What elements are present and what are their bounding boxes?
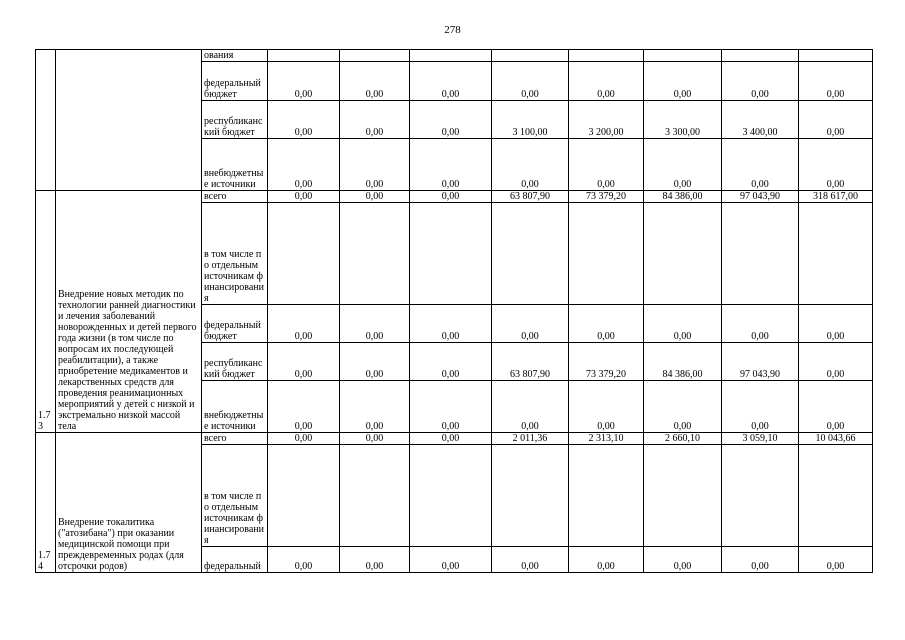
value-cell: 0,00 (644, 139, 722, 191)
value-cell: 84 386,00 (644, 191, 722, 203)
value-cell: 0,00 (268, 547, 340, 573)
value-cell: 0,00 (340, 433, 410, 445)
value-cell: 0,00 (644, 381, 722, 433)
value-cell: 0,00 (722, 139, 799, 191)
value-cell (799, 50, 873, 62)
value-cell: 0,00 (569, 62, 644, 101)
value-cell (644, 445, 722, 547)
value-cell: 0,00 (569, 381, 644, 433)
value-cell (268, 203, 340, 305)
value-cell: 0,00 (799, 547, 873, 573)
value-cell (268, 50, 340, 62)
value-cell: 0,00 (722, 547, 799, 573)
value-cell: 0,00 (799, 305, 873, 343)
value-cell (268, 445, 340, 547)
value-cell (492, 50, 569, 62)
value-cell (569, 203, 644, 305)
row-code: 1.74 (36, 433, 56, 573)
budget-table (35, 49, 873, 573)
value-cell: 0,00 (799, 101, 873, 139)
value-cell: 3 300,00 (644, 101, 722, 139)
funding-source: всего (202, 433, 268, 445)
value-cell: 0,00 (644, 547, 722, 573)
value-cell (722, 445, 799, 547)
row-description: Внедрение новых методик по технологии ранней диагностики и лечения заболеваний новорожденных и детей первого года жизни (в том числе по вопросам их последующей реабилитации), а также приобретение медикаментов и лекарственных средств для проведения реанимационных мероприятий у детей с низкой и экстремально низкой массой тела (56, 191, 202, 433)
funding-source: республиканский бюджет (202, 101, 268, 139)
value-cell (644, 203, 722, 305)
value-cell: 0,00 (410, 191, 492, 203)
value-cell (799, 203, 873, 305)
value-cell (340, 50, 410, 62)
value-cell: 0,00 (340, 139, 410, 191)
value-cell: 0,00 (569, 547, 644, 573)
value-cell (340, 203, 410, 305)
value-cell: 2 313,10 (569, 433, 644, 445)
value-cell: 97 043,90 (722, 343, 799, 381)
value-cell: 0,00 (799, 381, 873, 433)
value-cell: 0,00 (644, 305, 722, 343)
value-cell: 73 379,20 (569, 343, 644, 381)
value-cell: 10 043,66 (799, 433, 873, 445)
value-cell (722, 203, 799, 305)
value-cell: 0,00 (340, 101, 410, 139)
value-cell: 0,00 (268, 62, 340, 101)
value-cell (799, 445, 873, 547)
value-cell: 318 617,00 (799, 191, 873, 203)
value-cell: 2 660,10 (644, 433, 722, 445)
value-cell: 0,00 (492, 62, 569, 101)
value-cell: 0,00 (410, 62, 492, 101)
value-cell: 0,00 (340, 191, 410, 203)
funding-source: федеральный бюджет (202, 62, 268, 101)
value-cell: 0,00 (492, 547, 569, 573)
value-cell (410, 445, 492, 547)
value-cell: 0,00 (492, 381, 569, 433)
value-cell (569, 445, 644, 547)
row-description (56, 50, 202, 191)
funding-source: ования (202, 50, 268, 62)
value-cell: 0,00 (799, 62, 873, 101)
value-cell: 0,00 (492, 139, 569, 191)
value-cell: 0,00 (410, 547, 492, 573)
value-cell: 0,00 (268, 191, 340, 203)
value-cell: 0,00 (340, 305, 410, 343)
value-cell: 63 807,90 (492, 343, 569, 381)
value-cell: 0,00 (340, 381, 410, 433)
value-cell: 0,00 (340, 547, 410, 573)
funding-source: республиканский бюджет (202, 343, 268, 381)
value-cell: 84 386,00 (644, 343, 722, 381)
value-cell: 0,00 (268, 305, 340, 343)
funding-source: в том числе по отдельным источникам финансирования (202, 203, 268, 305)
row-description: Внедрение токалитика ("атозибана") при оказании медицинской помощи при преждевременных родах (для отсрочки родов) (56, 433, 202, 573)
value-cell: 0,00 (410, 433, 492, 445)
value-cell: 0,00 (340, 343, 410, 381)
value-cell: 0,00 (492, 305, 569, 343)
table-row (36, 433, 873, 445)
table-row (36, 191, 873, 203)
value-cell: 0,00 (340, 62, 410, 101)
value-cell: 3 400,00 (722, 101, 799, 139)
value-cell (340, 445, 410, 547)
value-cell: 0,00 (410, 343, 492, 381)
value-cell: 3 200,00 (569, 101, 644, 139)
value-cell: 0,00 (799, 139, 873, 191)
value-cell: 0,00 (410, 101, 492, 139)
funding-source: внебюджетные источники (202, 139, 268, 191)
value-cell: 0,00 (644, 62, 722, 101)
value-cell (569, 50, 644, 62)
funding-source: в том числе по отдельным источникам финансирования (202, 445, 268, 547)
value-cell (722, 50, 799, 62)
value-cell: 0,00 (268, 139, 340, 191)
value-cell: 63 807,90 (492, 191, 569, 203)
value-cell: 2 011,36 (492, 433, 569, 445)
value-cell: 0,00 (410, 381, 492, 433)
funding-source: федеральный (202, 547, 268, 573)
value-cell: 0,00 (799, 343, 873, 381)
table-row (36, 50, 873, 62)
value-cell (410, 50, 492, 62)
value-cell (492, 445, 569, 547)
funding-source: всего (202, 191, 268, 203)
row-code (36, 50, 56, 191)
funding-source: федеральный бюджет (202, 305, 268, 343)
value-cell: 3 059,10 (722, 433, 799, 445)
value-cell: 0,00 (722, 305, 799, 343)
funding-source: внебюджетные источники (202, 381, 268, 433)
value-cell (410, 203, 492, 305)
value-cell (644, 50, 722, 62)
value-cell: 0,00 (268, 381, 340, 433)
row-code: 1.73 (36, 191, 56, 433)
value-cell: 0,00 (268, 343, 340, 381)
value-cell: 0,00 (569, 139, 644, 191)
value-cell: 97 043,90 (722, 191, 799, 203)
value-cell (492, 203, 569, 305)
value-cell: 73 379,20 (569, 191, 644, 203)
value-cell: 0,00 (569, 305, 644, 343)
value-cell: 0,00 (268, 101, 340, 139)
value-cell: 0,00 (410, 305, 492, 343)
value-cell: 0,00 (268, 433, 340, 445)
page-number: 278 (444, 24, 461, 36)
value-cell: 0,00 (722, 62, 799, 101)
value-cell: 0,00 (722, 381, 799, 433)
value-cell: 0,00 (410, 139, 492, 191)
value-cell: 3 100,00 (492, 101, 569, 139)
